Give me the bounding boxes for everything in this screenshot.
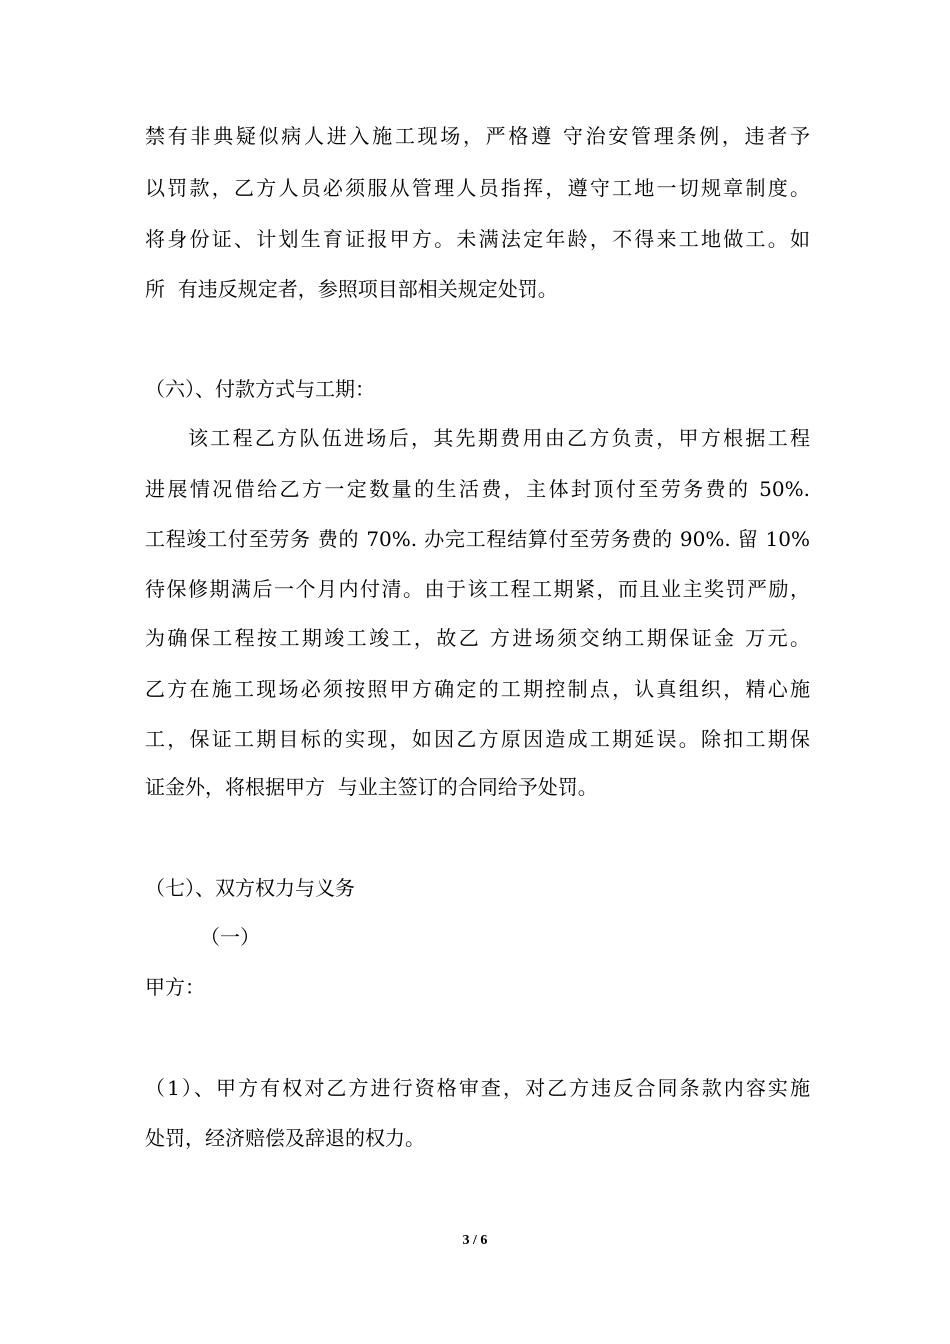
paragraph-line: 待保修期满后一个月内付清。由于该工程工期紧，而且业主奖罚严励， <box>145 577 810 601</box>
party-label: 甲方： <box>145 975 205 999</box>
paragraph-line: 为确保工程按工期竣工竣工，故乙 方进场须交纳工期保证金 万元。 <box>145 626 810 650</box>
paragraph-line: 工，保证工期目标的实现，如因乙方原因造成工期延误。除扣工期保 <box>145 727 810 751</box>
section-heading: （六）、付款方式与工期： <box>145 377 375 401</box>
section-heading: （七）、双方权力与义务 <box>145 876 355 900</box>
paragraph-line: 乙方在施工现场必须按照甲方确定的工期控制点，认真组织，精心施 <box>145 677 810 701</box>
paragraph-line: 所 有违反规定者，参照项目部相关规定处罚。 <box>145 277 558 301</box>
paragraph-line: 以罚款，乙方人员必须服从管理人员指挥，遵守工地一切规章制度。 <box>145 176 810 200</box>
paragraph-line: 证金外，将根据甲方 与业主签订的合同给予处罚。 <box>145 775 598 799</box>
paragraph-line: 进展情况借给乙方一定数量的生活费，主体封顶付至劳务费的 50%. <box>145 477 810 501</box>
paragraph-line: 该工程乙方队伍进场后，其先期费用由乙方负责，甲方根据工程 <box>188 426 810 450</box>
paragraph-line: 禁有非典疑似病人进入施工现场，严格遵 守治安管理条例，违者予 <box>145 124 810 148</box>
paragraph-line: 处罚，经济赔偿及辞退的权力。 <box>145 1126 425 1150</box>
paragraph-line: （1）、甲方有权对乙方进行资格审查，对乙方违反合同条款内容实施 <box>145 1076 810 1100</box>
paragraph-line: 将身份证、计划生育证报甲方。未满法定年龄，不得来工地做工。如 <box>145 227 810 251</box>
paragraph-line: 工程竣工付至劳务 费的 70%. 办完工程结算付至劳务费的 90%. 留 10% <box>145 527 810 551</box>
page-number: 3 / 6 <box>462 1233 488 1248</box>
subsection-heading: （一） <box>200 925 260 949</box>
